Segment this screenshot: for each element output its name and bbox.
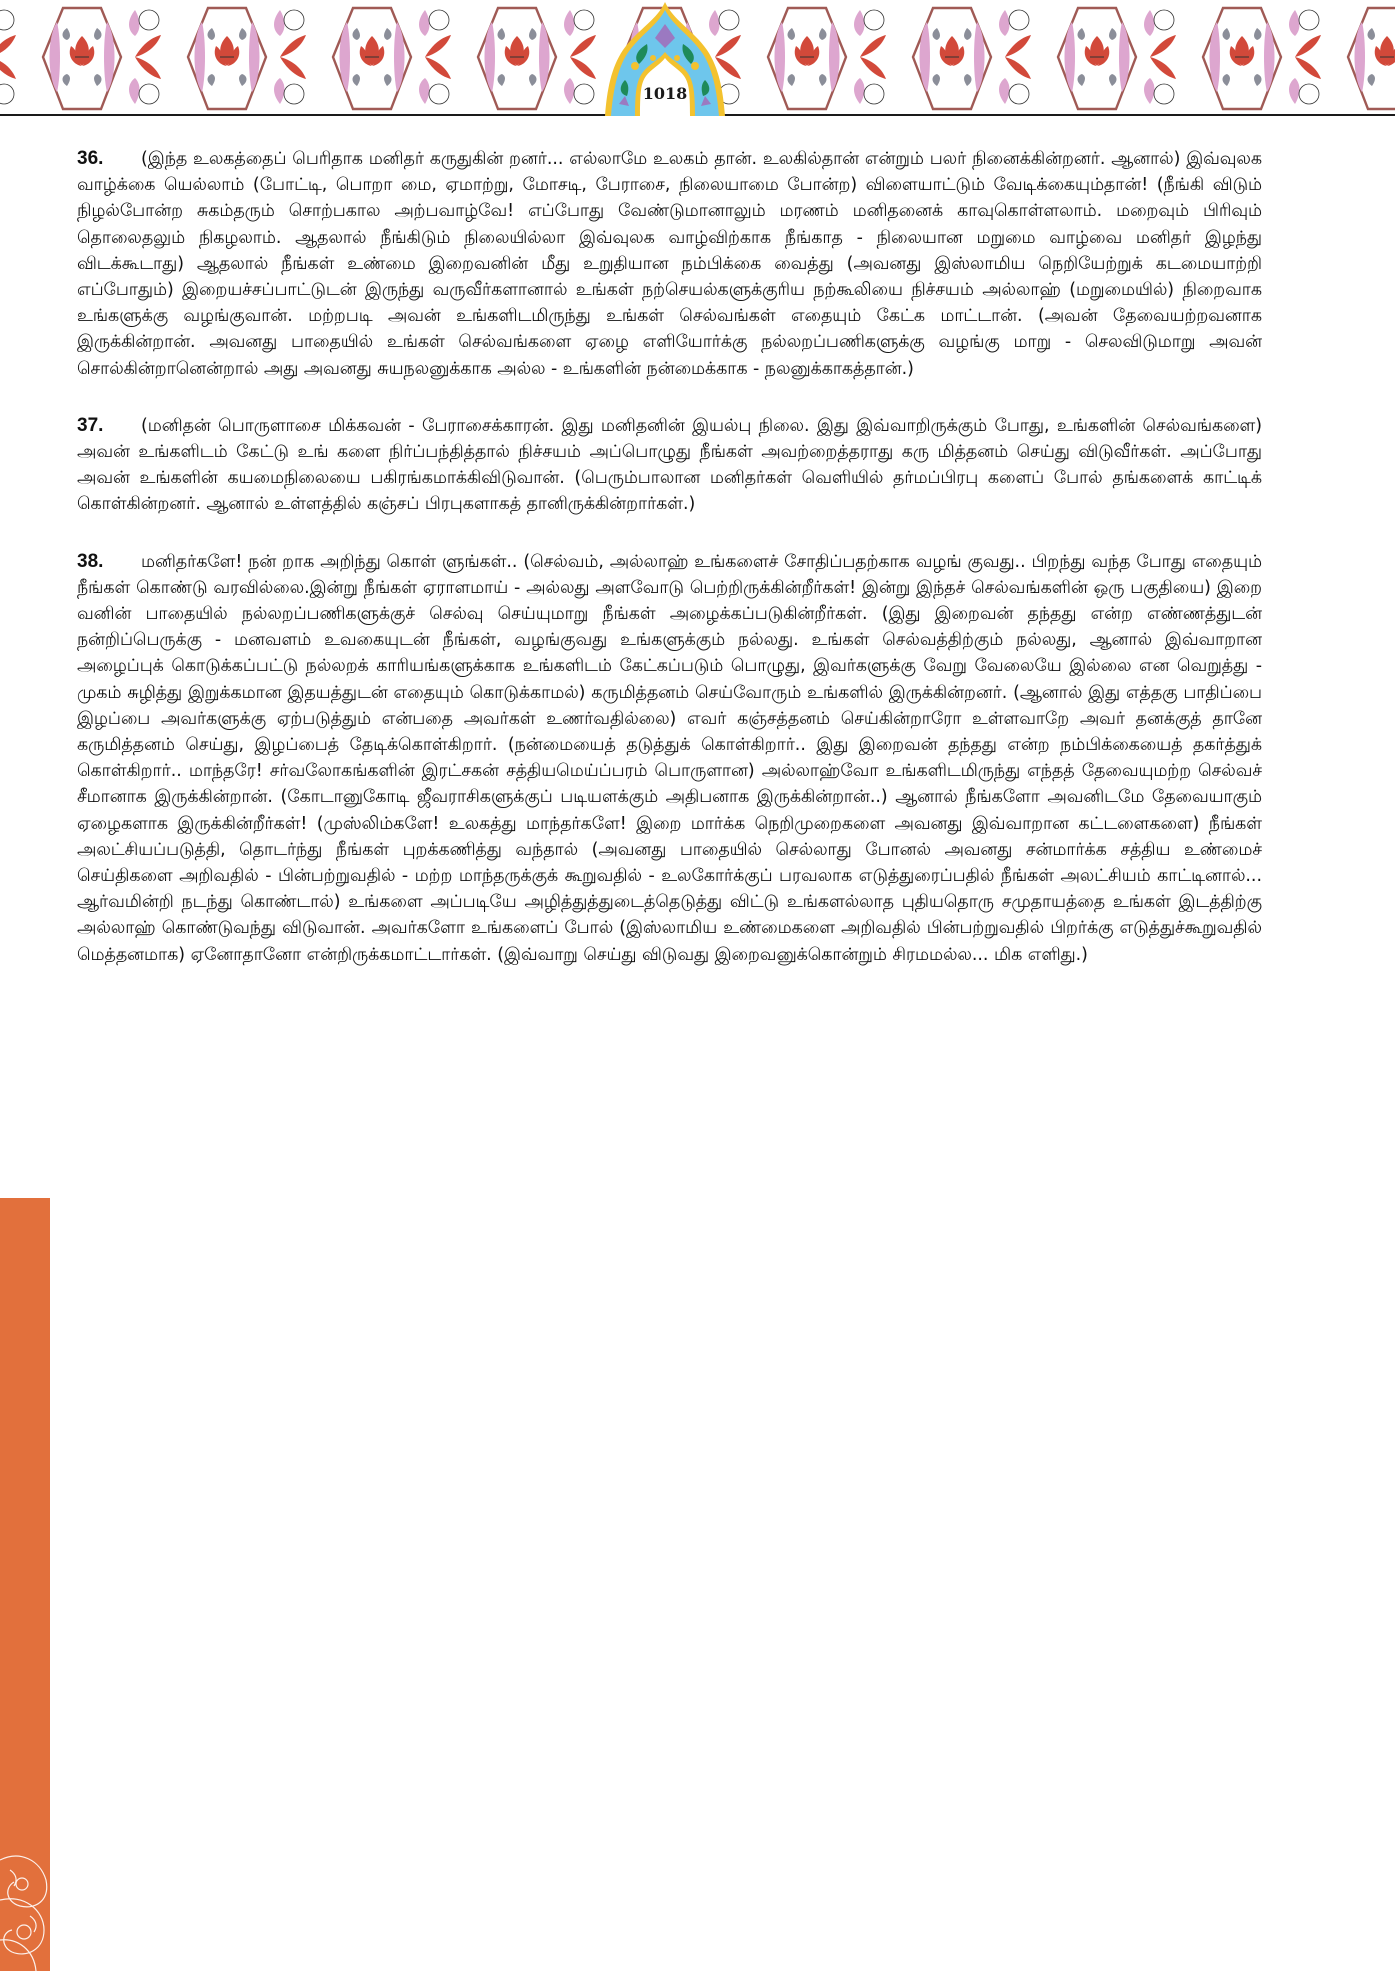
border-motif — [1295, 35, 1321, 57]
border-motif — [239, 74, 247, 86]
border-motif — [1254, 74, 1262, 86]
border-motif — [854, 78, 865, 104]
border-motif — [570, 35, 596, 57]
border-motif — [498, 74, 506, 86]
border-motif — [485, 22, 496, 92]
verse-text: (மனிதன் பொருளாசை மிக்கவன் - பேராசைக்காரன். இது மனிதனின் இயல்பு நிலை. இது இவ்வாறிருக்கும் போது, உங்களின் செல்வங்களை) அவன் உங்களிடம் கேட்டு உங் களை நிர்ப்பந்தித்தால் நிச்சயம் அப்பொழுது நீங்கள் அவற்றைத்தராது கரு மித்தனம் செய்து விடுவீர்கள். அப்போது அவன் உங்களின் கயமைநிலையை பகிரங்கமாக்கிவிடுவான். (பெரும்பாலான மனிதர்கள் வெளியில் தர்மப்பிரபு களைப் போல் தங்களைக் காட்டிக் கொள்கின்றனர். ஆனால் உள்ளத்தில் கஞ்சப் பிரபுகளாகத் தானிருக்கின்றார்கள்.) — [77, 415, 1262, 515]
border-motif — [1289, 10, 1300, 36]
border-motif — [788, 28, 796, 40]
border-motif — [964, 74, 972, 86]
border-motif — [419, 78, 430, 104]
border-motif — [1078, 74, 1086, 86]
border-motif — [94, 74, 102, 86]
border-motif — [94, 28, 102, 40]
border-motif — [249, 22, 260, 92]
border-motif — [1078, 28, 1086, 40]
verse-paragraph — [77, 146, 1262, 382]
border-motif — [775, 22, 786, 92]
border-motif — [208, 28, 216, 40]
border-motif — [1368, 28, 1376, 40]
verse-number: 36. — [77, 148, 104, 169]
border-motif — [1355, 22, 1366, 92]
border-motif — [353, 74, 361, 86]
border-motif — [1119, 22, 1130, 92]
border-motif — [1150, 35, 1176, 57]
border-motif — [139, 10, 159, 30]
border-motif — [498, 28, 506, 40]
border-motif — [129, 10, 140, 36]
border-motif — [63, 74, 71, 86]
border-motif — [429, 10, 449, 30]
border-motif — [1289, 78, 1300, 104]
border-motif — [964, 28, 972, 40]
border-motif — [1144, 78, 1155, 104]
border-motif — [1109, 74, 1117, 86]
verse-paragraph — [77, 549, 1262, 968]
border-motif — [1065, 22, 1076, 92]
border-motif — [1299, 10, 1319, 30]
verse-text: மனிதர்களே! நன் றாக அறிந்து கொள் ளுங்கள்.. (செல்வம், அல்லாஹ் உங்களைச் சோதிப்பதற்காக வழங் குவது.. பிறந்து வந்த போது எதையும் நீங்கள் கொண்டு வரவில்லை.இன்று நீங்கள் ஏராளமாய் - அல்லது அளவோடு பெற்றிருக்கின்றீர்கள்! இன்று இந்தச் செல்வங்களின் ஒரு பகுதியை) இறை வனின் பாதையில் நல்லறப்பணிகளுக்குச் செல்வு செய்யுமாறு நீங்கள் அழைக்கப்படுகின்றீர்கள். (இது இறைவன் தந்தது என்ற எண்ணத்துடன் நன்றிப்பெருக்கு - மனவளம் உவகையுடன் நீங்கள், வழங்குவது உங்களுக்கும் நல்லது. உங்கள் செல்வத்திற்கும் நல்லது, ஆனால் இவ்வாறான அழைப்புக் கொடுக்கப்பட்டு நல்லறக் காரியங்களுக்காக உங்களிடம் கேட்கப்படும் பொழுது, இவர்களுக்கு வேறு வேலையே இல்லை என வெறுத்து - முகம் சுழித்து இறுக்கமான இதயத்துடன் எதையும் கொடுக்காமல்) கருமித்தனம் செய்வோரும் உங்களில் இருக்கின்றனர். (ஆனால் இது எத்தகு பாதிப்பை இழப்பை அவர்களுக்கு ஏற்படுத்தும் என்பதை அவர்கள் உணர்வதில்லை) எவர் கஞ்சத்தனம் செய்கின்றாரோ உள்ளவாறே அவர் தனக்குத் தானே கருமித்தனம் செய்து, இழப்பைத் தேடிக்கொள்கிறார். (நன்மையைத் தடுத்துக் கொள்கிறார்.. இது இறைவன் தந்தது என்ற நம்பிக்கையைத் தகர்த்துக் கொள்கிறார்.. மாந்தரே! சர்வலோகங்களின் இரட்சகன் சத்தியமெய்ப்பரம் பொருளான) அல்லாஹ்வோ உங்களிடமிருந்து எந்தத் தேவையுமற்ற செல்வச் சீமானாக இருக்கின்றான். (கோடானுகோடி ஜீவராசிகளுக்குப் படியளக்கும் அதிபனாக இருக்கின்றான்..) ஆனால் நீங்களோ அவனிடமே தேவையாகும் ஏழைகளாக இருக்கின்றீர்கள்! (முஸ்லிம்களே! உலகத்து மாந்தர்களே! இறை மார்க்க நெறிமுறைகளை அவனது இவ்வாறான கட்டளைகளை) நீங்கள் அலட்சியப்படுத்தி, தொடர்ந்து நீங்கள் புறக்கணித்து வந்தால் (அவனது பாதையில் செல்லாது போனல் அவனது சன்மார்க்க சத்திய உண்மைச் செய்திகளை அறிவதில் - பின்பற்றுவதில் - மற்ற மாந்தருக்குக் கூறுவதில் - உலகோர்க்குப் பரவலாக எடுத்துரைப்பதில் நீங்கள் அலட்சியம் காட்டினால்... ஆர்வமின்றி நடந்து கொண்டால்) உங்களை அப்படியே அழித்துத்துடைத்தெடுத்து விட்டு உங்களல்லாத புதியதொரு சமுதாயத்தை உங்கள் இடத்திற்கு அல்லாஹ் கொண்டுவந்து விடுவான். அவர்களோ உங்களைப் போல் (இஸ்லாமிய உண்மைகளை அறிவதில் பின்பற்றுவதில் பிறர்க்கு எடுத்துச்கூறுவதில் மெத்தனமாக) ஏனோதானோ என்றிருக்கமாட்டார்கள். (இவ்வாறு செய்து விடுவது இறைவனுக்கொன்றும் சிரமமல்ல... மிக எளிது.) — [77, 551, 1262, 965]
border-motif — [104, 22, 115, 92]
border-motif — [829, 22, 840, 92]
border-motif — [63, 28, 71, 40]
border-motif — [933, 28, 941, 40]
border-motif — [394, 22, 405, 92]
border-motif — [1210, 22, 1221, 92]
border-motif — [1223, 28, 1231, 40]
border-motif — [280, 35, 306, 57]
border-motif — [564, 10, 575, 36]
verse-number: 37. — [77, 414, 104, 436]
border-motif — [1154, 84, 1174, 104]
border-motif — [208, 74, 216, 86]
page-number: 1018 — [642, 84, 688, 103]
border-motif — [135, 35, 161, 57]
border-motif — [340, 22, 351, 92]
border-motif — [384, 74, 392, 86]
border-motif — [1264, 22, 1275, 92]
verse-number: 38. — [77, 550, 104, 572]
border-motif — [0, 57, 16, 79]
border-motif — [1009, 84, 1029, 104]
border-motif — [425, 35, 451, 57]
border-motif — [353, 28, 361, 40]
border-motif — [1154, 10, 1174, 30]
border-motif — [570, 57, 596, 79]
border-motif — [529, 74, 537, 86]
border-motif — [864, 84, 884, 104]
border-motif — [864, 10, 884, 30]
border-motif — [0, 84, 14, 104]
border-motif — [195, 22, 206, 92]
border-motif — [0, 10, 14, 30]
border-motif — [860, 35, 886, 57]
border-motif — [974, 22, 985, 92]
border-motif — [999, 10, 1010, 36]
verse-paragraph — [77, 413, 1262, 518]
border-motif — [129, 78, 140, 104]
border-motif — [50, 22, 61, 92]
border-motif — [860, 57, 886, 79]
border-motif — [284, 84, 304, 104]
border-motif — [854, 10, 865, 36]
border-motif — [819, 28, 827, 40]
border-motif — [574, 84, 594, 104]
floral-ornament-icon — [0, 1840, 50, 1971]
border-motif — [135, 57, 161, 79]
border-motif — [384, 28, 392, 40]
border-motif — [1005, 57, 1031, 79]
border-motif — [999, 78, 1010, 104]
border-motif — [239, 28, 247, 40]
border-motif — [574, 10, 594, 30]
border-motif — [539, 22, 550, 92]
border-motif — [1223, 74, 1231, 86]
border-motif — [1109, 28, 1117, 40]
border-motif — [274, 78, 285, 104]
border-motif — [0, 35, 16, 57]
verse-text: (இந்த உலகத்தைப் பெரிதாக மனிதர் கருதுகின் றனர்... எல்லாமே உலகம் தான். உலகில்தான் என்றும் பலர் நினைக்கின்றனர். ஆனால்) இவ்வுலக வாழ்க்கை யெல்லாம் (போட்டி, பொறா மை, ஏமாற்று, மோசடி, பேராசை, நிலையாமை போன்ற) விளையாட்டும் வேடிக்கையும்தான்! (நீங்கி விடும் நிழல்போன்ற சுகம்தரும் சொற்பகால அற்பவாழ்வே! எப்போது வேண்டுமானாலும் மரணம் மனிதனைக் காவுகொள்ளலாம். மறைவும் பிரிவும் தொலைதலும் நிகழலாம். ஆதலால் நீங்கிடும் நிலையில்லா இவ்வுலக வாழ்விற்காக நீங்காத - நிலையான மறுமை வாழ்வை மனிதர் இழந்து விடக்கூடாது) ஆதலால் நீங்கள் உண்மை இறைவனின் மீது உறுதியான நம்பிக்கை வைத்து (அவனது இஸ்லாமிய நெறியேற்றுக் கடமையாற்றி எப்போதும்) இறையச்சப்பாட்டுடன் இருந்து வருவீர்களானால் உங்கள் நற்செயல்களுக்குரிய நற்கூலியை நிச்சயம் அல்லாஹ் (மறுமையில்) நிறைவாக உங்களுக்கு வழங்குவான். மற்றபடி அவன் உங்களிடமிருந்து உங்கள் செல்வங்கள் எதையும் கேட்க மாட்டான். (அவன் தேவையற்றவனாக இருக்கின்றான். அவனது பாதையில் உங்கள் செல்வங்களை ஏழை எளியோர்க்கு நல்லறப்பணிகளுக்கு வழங்கு மாறு - செலவிடுமாறு அவன் சொல்கின்றானென்றால் அது அவனது சுயநலனுக்காக அல்ல - உங்களின் நன்மைக்காக - நலனுக்காகத்தான்.) — [77, 149, 1262, 379]
border-motif — [1009, 10, 1029, 30]
border-motif — [284, 10, 304, 30]
border-motif — [1005, 35, 1031, 57]
border-motif — [1150, 57, 1176, 79]
border-motif — [1254, 28, 1262, 40]
border-motif — [1299, 84, 1319, 104]
border-motif — [564, 78, 575, 104]
border-motif — [280, 57, 306, 79]
border-motif — [819, 74, 827, 86]
border-motif — [419, 10, 430, 36]
border-motif — [529, 28, 537, 40]
border-motif — [429, 84, 449, 104]
border-motif — [425, 57, 451, 79]
border-motif — [274, 10, 285, 36]
border-motif — [933, 74, 941, 86]
border-motif — [1295, 57, 1321, 79]
border-motif — [139, 84, 159, 104]
border-motif — [1144, 10, 1155, 36]
border-motif — [1368, 74, 1376, 86]
chapter-side-label: அதிகாரம் 26 | 47 • ஸூரத்து முஹம்மத் — [63, 1216, 87, 1600]
border-motif — [788, 74, 796, 86]
border-motif — [920, 22, 931, 92]
page-content — [77, 146, 1262, 999]
